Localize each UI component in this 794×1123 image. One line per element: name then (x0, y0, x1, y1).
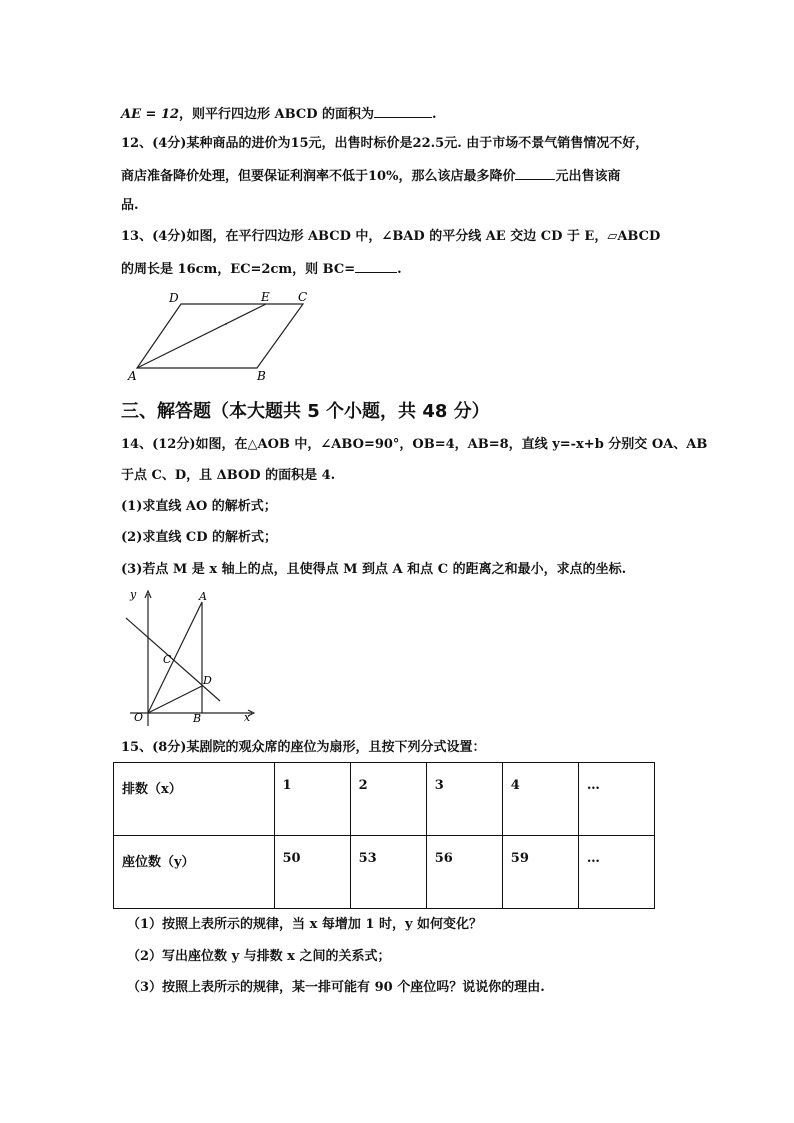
q13-line1: 13、(4分)如图，在平行四边形 ABCD 中，∠BAD 的平分线 AE 交边 CD 于 E，▱ABCD (121, 229, 661, 244)
table-cell: … (578, 836, 654, 909)
table-cell: … (578, 763, 654, 836)
q11-text: ，则平行四边形 ABCD 的面积为 (179, 107, 375, 122)
q15-line1: 15、(8分)某剧院的观众席的座位为扇形，且按下列分式设置： (121, 740, 486, 755)
table-cell: 3 (426, 763, 502, 836)
segment-oa (148, 602, 202, 713)
q14-line1: 14、(12分)如图，在△AOB 中，∠ABO=90°，OB=4，AB=8，直线 y=-x+b 分别交 OA、AB (121, 437, 708, 452)
dot-mark (225, 323, 227, 325)
label-d: D (203, 674, 212, 687)
table-cell: 2 (350, 763, 426, 836)
table-cell: 59 (502, 836, 578, 909)
table-cell: 排数（x） (114, 763, 275, 836)
answer-blank (355, 259, 397, 273)
label-b: B (193, 712, 202, 725)
q11-end: . (432, 107, 437, 122)
label-a: A (128, 369, 137, 383)
label-a: A (199, 590, 207, 603)
q12-line2b: 元出售该商 (555, 169, 621, 184)
q14-part1: (1)求直线 AO 的解析式； (121, 499, 277, 514)
answer-blank (515, 166, 555, 180)
parallelogram-abcd (137, 304, 303, 368)
answer-blank (374, 104, 432, 118)
coordinate-figure (122, 588, 262, 728)
label-o: O (134, 711, 144, 724)
label-b: B (257, 369, 266, 383)
label-d: D (169, 291, 179, 305)
label-e: E (261, 290, 270, 304)
table-cell: 1 (274, 763, 350, 836)
table-row (114, 763, 655, 836)
table-row (114, 836, 655, 909)
q14-part2: (2)求直线 CD 的解析式； (121, 530, 278, 545)
label-x: x (244, 711, 251, 724)
line-cd (126, 618, 220, 701)
q13-line2b: . (397, 262, 402, 277)
label-y: y (130, 588, 137, 601)
q12-line1: 12、(4分)某种商品的进价为15元，出售时标价是22.5元. 由于市场不景气销售情况不好， (121, 136, 649, 151)
segment-od (148, 686, 202, 713)
label-c: C (163, 653, 172, 666)
parallelogram-figure (125, 288, 315, 384)
section-3-heading: 三、解答题（本大题共 5 个小题，共 48 分） (121, 401, 490, 422)
q13-line2a: 的周长是 16cm，EC=2cm，则 BC= (121, 262, 356, 277)
q13-line2 (121, 259, 402, 279)
label-c: C (298, 290, 308, 304)
table-cell: 4 (502, 763, 578, 836)
q15-part2: （2）写出座位数 y 与排数 x 之间的关系式； (127, 949, 391, 964)
q12-line2 (121, 166, 620, 186)
q15-part1: （1）按照上表所示的规律，当 x 每增加 1 时，y 如何变化？ (127, 917, 483, 932)
table-cell: 53 (350, 836, 426, 909)
q15-part3: （3）按照上表所示的规律，某一排可能有 90 个座位吗？说说你的理由. (127, 980, 545, 995)
table-cell: 50 (274, 836, 350, 909)
seat-table (113, 762, 655, 909)
q14-part3: (3)若点 M 是 x 轴上的点，且使得点 M 到点 A 和点 C 的距离之和最小，求点的坐标. (121, 562, 627, 577)
table-cell: 座位数（y） (114, 836, 275, 909)
q11-prefix: AE = 12 (121, 107, 180, 122)
segment-ae (137, 304, 266, 368)
table-cell: 56 (426, 836, 502, 909)
q12-line3: 品. (121, 198, 139, 213)
q14-line2: 于点 C、D，且 ΔBOD 的面积是 4. (121, 468, 336, 483)
q12-line2a: 商店准备降价处理，但要保证利润率不低于10%，那么该店最多降价 (121, 169, 516, 184)
q11-line (121, 104, 437, 124)
